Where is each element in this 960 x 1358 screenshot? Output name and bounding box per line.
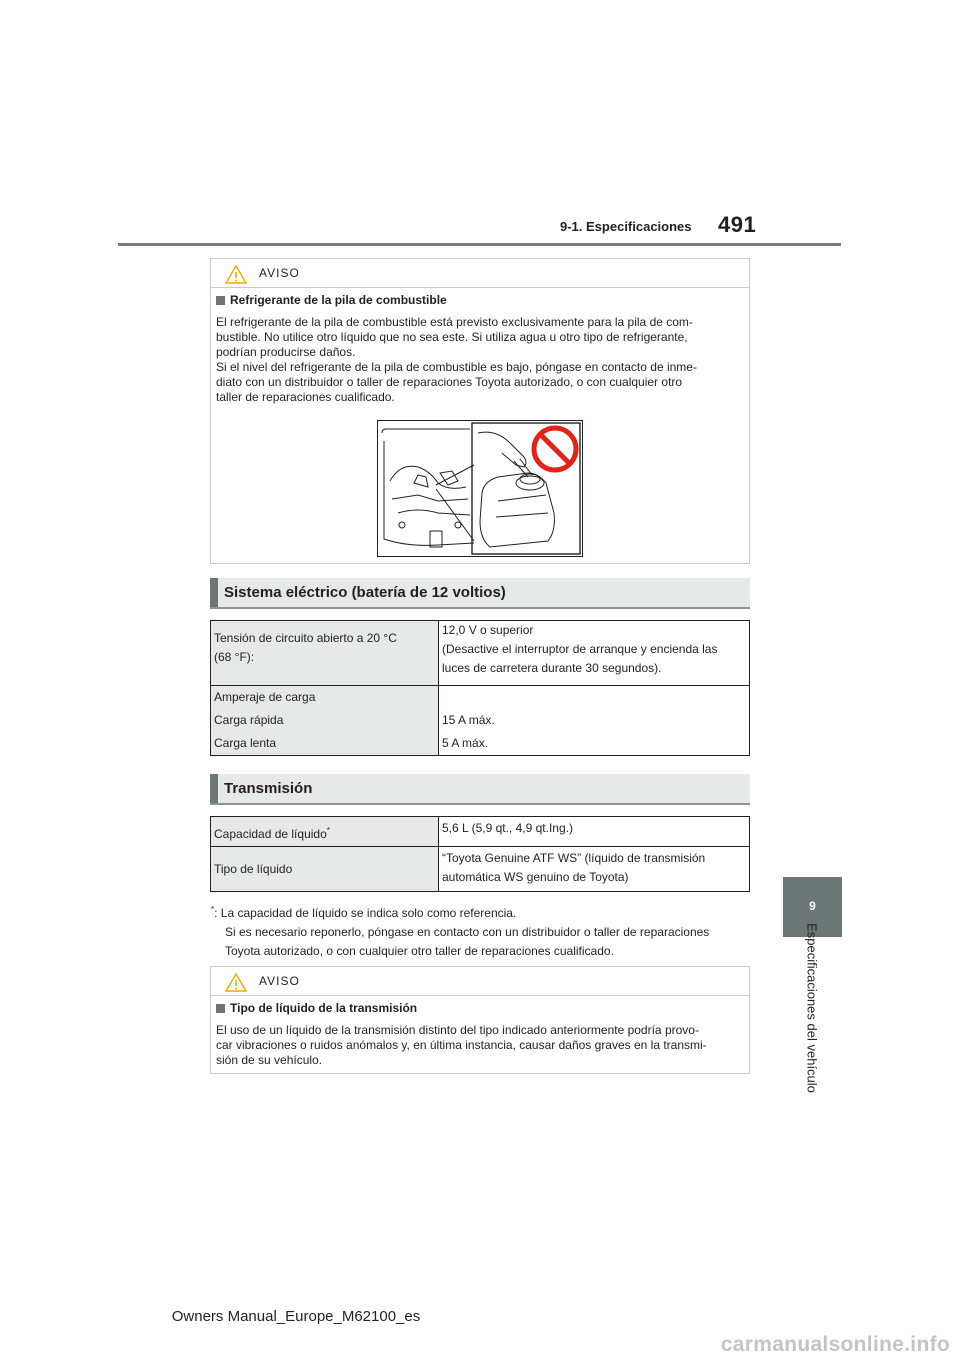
page-footer: [0, 1308, 960, 1325]
warning-text-line: car vibraciones o ruidos anómalos y, en última instancia, causar daños graves en la transmi-: [216, 1038, 707, 1052]
table-value-line: 15 A máx.: [442, 713, 495, 727]
warning-triangle-icon: [225, 265, 247, 284]
warning-triangle-icon: [225, 973, 247, 992]
table-value-line: luces de carretera durante 30 segundos).: [442, 661, 662, 675]
footnote-text: : La capacidad de líquido se indica solo como referencia.: [214, 906, 517, 920]
warning-text-line: El refrigerante de la pila de combustible está previsto exclusivamente para la pila de com-: [216, 315, 693, 329]
table-key-line: (68 °F):: [214, 650, 255, 664]
table-key-text: Capacidad de líquido: [214, 827, 327, 841]
warning-box-transmission: [210, 966, 750, 1074]
footnote-mark: *: [211, 905, 215, 914]
warning-subheading: [216, 293, 744, 308]
table-value-cell: [439, 686, 750, 756]
section-title-bar: [210, 774, 218, 803]
header-divider: [118, 243, 841, 246]
footnote: [211, 900, 751, 961]
electrical-section-title: [210, 578, 750, 609]
table-row: [211, 621, 750, 686]
footnote-marker: *: [326, 826, 330, 835]
watermark: carmanualsonline.info: [720, 1333, 950, 1356]
transmission-section-title: [210, 774, 750, 805]
section-title-bar: [210, 578, 218, 607]
table-value-cell: [439, 817, 750, 847]
table-value-line: automática WS genuino de Toyota): [442, 870, 629, 884]
electrical-spec-table: [210, 620, 750, 756]
table-key-line: Carga rápida: [214, 713, 284, 727]
warning-text-line: Si el nivel del refrigerante de la pila de combustible es bajo, póngase en contacto de inme-: [216, 360, 697, 374]
table-key-line: Tipo de líquido: [214, 861, 293, 876]
warning-text-line: diato con un distribuidor o taller de reparaciones Toyota autorizado, o con cualquier otro: [216, 375, 683, 389]
table-value-line: 5 A máx.: [442, 736, 489, 750]
table-key-line: Amperaje de carga: [214, 690, 316, 704]
page-number: 491: [718, 212, 757, 237]
warning-text-line: El uso de un líquido de la transmisión distinto del tipo indicado anteriormente podría provo-: [216, 1023, 699, 1037]
warning-text-line: podrían producirse daños.: [216, 345, 356, 359]
manual-id: Owners Manual_Europe_M62100_es: [171, 1308, 421, 1325]
table-key-line: Tensión de circuito abierto a 20 °C: [214, 631, 397, 645]
square-bullet-icon: [216, 296, 225, 305]
warning-label: AVISO: [259, 266, 300, 280]
engine-bay-drawing: [378, 421, 582, 556]
square-bullet-icon: [216, 1004, 225, 1013]
table-value-line: “Toyota Genuine ATF WS” (líquido de transmisión: [442, 851, 706, 865]
table-key-line: Carga lenta: [214, 736, 277, 750]
warning-text-line: sión de su vehículo.: [216, 1053, 323, 1067]
table-key-cell: [211, 621, 439, 686]
table-row: [211, 847, 750, 892]
chapter-side-label: Especificaciones del vehículo: [804, 923, 820, 1093]
table-key-cell: [211, 847, 439, 892]
table-value-line: 12,0 V o superior: [442, 623, 534, 637]
warning-subheading-text: Tipo de líquido de la transmisión: [230, 1001, 418, 1015]
warning-box-header: [211, 259, 749, 288]
table-value-cell: [439, 847, 750, 892]
table-key-cell: [211, 686, 439, 756]
coolant-illustration: [377, 420, 583, 557]
warning-text-line: bustible. No utilice otro líquido que no sea este. Si utiliza agua u otro tipo de refrigerante,: [216, 330, 688, 344]
warning-box-header: [211, 967, 749, 996]
section-header: 9-1. Especificaciones: [560, 219, 692, 234]
chapter-tab: 9: [783, 877, 842, 937]
table-row: [211, 817, 750, 847]
warning-subheading: [216, 1001, 744, 1016]
footnote-line: Si es necesario reponerlo, póngase en contacto con un distribuidor o taller de reparaciones: [225, 925, 710, 939]
prohibited-icon: [534, 428, 576, 470]
footnote-line: [211, 900, 751, 923]
table-value-cell: [439, 621, 750, 686]
table-value-line: 5,6 L (5,9 qt., 4,9 qt.Ing.): [442, 821, 573, 835]
footnote-line: Toyota autorizado, o con cualquier otro taller de reparaciones cualificado.: [225, 944, 614, 958]
warning-text-line: taller de reparaciones cualificado.: [216, 390, 395, 404]
table-value-line: (Desactive el interruptor de arranque y encienda las: [442, 642, 718, 656]
warning-label: AVISO: [259, 974, 300, 988]
transmission-spec-table: [210, 816, 750, 892]
table-key-cell: [211, 817, 439, 847]
warning-subheading-text: Refrigerante de la pila de combustible: [230, 293, 447, 307]
electrical-section-title-text: Sistema eléctrico (batería de 12 voltios): [224, 584, 506, 601]
transmission-section-title-text: Transmisión: [224, 780, 313, 797]
table-row: [211, 686, 750, 756]
